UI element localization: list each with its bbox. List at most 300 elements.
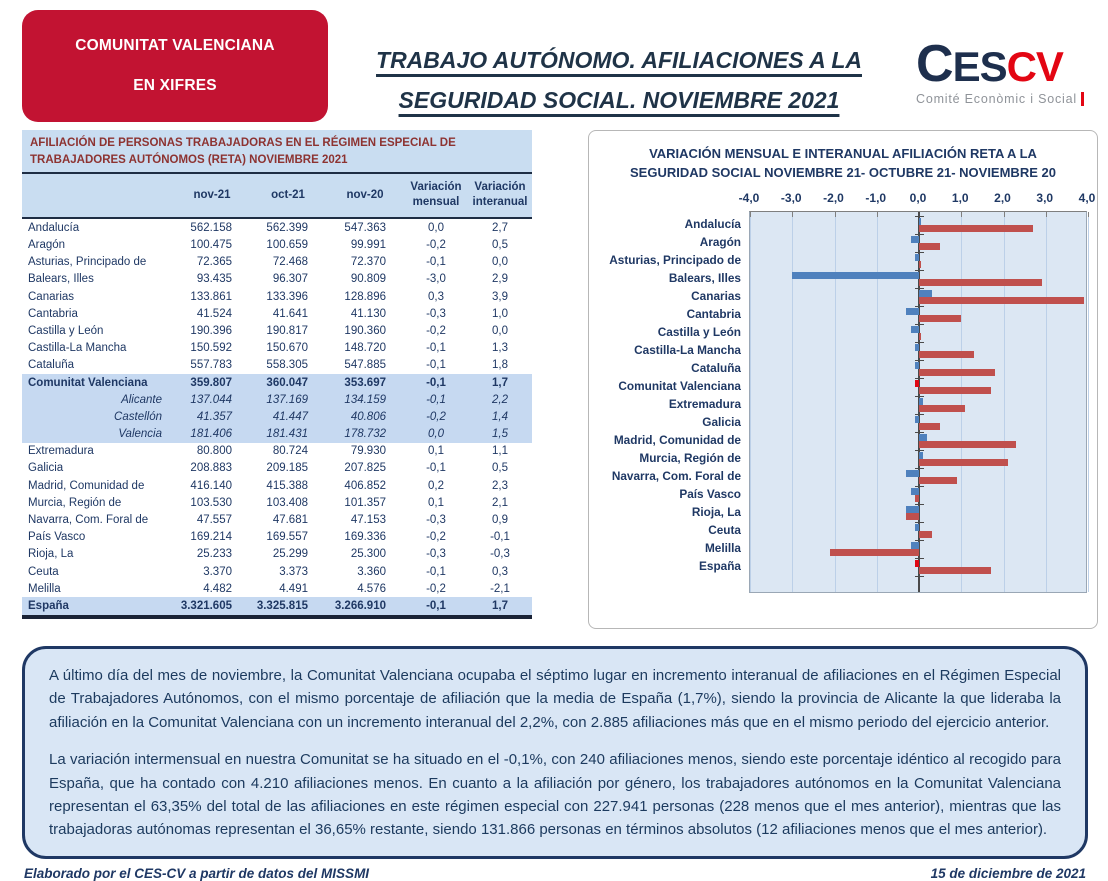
bar-variacion-interanual — [919, 351, 974, 358]
value-cell: 415.388 — [266, 479, 308, 492]
comunitat-valenciana-badge — [22, 10, 328, 122]
value-cell: 3.370 — [203, 565, 232, 578]
value-cell: -0,2 — [426, 582, 446, 595]
bar-variacion-mensual — [919, 434, 927, 441]
value-cell: 4.482 — [203, 582, 232, 595]
value-cell: 547.363 — [344, 221, 386, 234]
value-cell: -0,1 — [490, 531, 510, 544]
value-cell: 562.399 — [266, 221, 308, 234]
table-row — [22, 357, 532, 374]
value-cell: 133.861 — [190, 290, 232, 303]
page-title — [328, 40, 910, 121]
category-label: Murcia, Región de — [639, 450, 741, 465]
axis-tick-mark — [1004, 212, 1005, 217]
x-tick-label: 2,0 — [994, 190, 1011, 205]
value-cell: 41.447 — [250, 408, 326, 425]
category-tick-mark — [915, 558, 924, 559]
table-row — [22, 391, 532, 408]
value-cell: 360.047 — [250, 374, 326, 391]
category-label: Aragón — [699, 234, 741, 249]
table-row — [22, 494, 532, 511]
table-row — [22, 546, 532, 563]
page-header — [22, 10, 1088, 122]
cescv-logo-wordmark — [916, 35, 1088, 93]
category-tick-mark — [915, 522, 924, 523]
value-cell: 80.724 — [272, 445, 308, 458]
chart-category-labels — [599, 211, 749, 593]
value-cell: 190.817 — [266, 324, 308, 337]
region-name-cell: Cantabria — [28, 307, 78, 320]
value-cell: -0,3 — [426, 514, 446, 526]
value-cell: 1,7 — [468, 374, 532, 391]
region-name-cell: Aragón — [28, 239, 66, 251]
value-cell: 1,4 — [468, 408, 532, 425]
table-row — [22, 305, 532, 322]
page-title-line2: SEGURIDAD SOCIAL. NOVIEMBRE 2021 — [398, 87, 840, 114]
value-cell: 359.807 — [174, 374, 250, 391]
x-tick-label: 3,0 — [1036, 190, 1054, 205]
value-cell: 1,8 — [492, 359, 508, 372]
value-cell: -0,1 — [404, 374, 468, 391]
value-cell: 0,2 — [428, 479, 444, 492]
table-row — [22, 408, 532, 425]
value-cell: 3.321.605 — [174, 597, 250, 616]
value-cell: 72.468 — [272, 256, 308, 269]
category-label: Comunitat Valenciana — [618, 378, 741, 393]
table-row — [22, 580, 532, 597]
column-header-oct21: oct-21 — [250, 174, 326, 218]
value-cell: 133.396 — [266, 290, 308, 303]
category-label: España — [699, 558, 741, 573]
value-cell: 2,9 — [492, 273, 508, 286]
value-cell: -3,0 — [426, 273, 446, 286]
bar-variacion-interanual — [919, 441, 1016, 448]
bar-variacion-mensual — [792, 272, 919, 279]
category-label: Castilla-La Mancha — [634, 342, 741, 357]
category-tick-mark — [915, 486, 924, 487]
value-cell: 41.524 — [196, 307, 232, 320]
category-tick-mark — [915, 450, 924, 451]
value-cell: 128.896 — [344, 290, 386, 303]
bar-variacion-mensual — [915, 524, 919, 531]
page-title-line1: TRABAJO AUTÓNOMO. AFILIACIONES A LA — [376, 47, 862, 73]
column-header-var-mensual: Variación mensual — [404, 174, 468, 218]
badge-line2: EN XIFRES — [133, 77, 217, 94]
main-content — [22, 130, 1096, 629]
bar-variacion-interanual — [919, 405, 965, 412]
category-tick-mark — [915, 396, 924, 397]
bar-variacion-interanual — [919, 261, 921, 268]
value-cell: -0,3 — [426, 307, 446, 320]
category-tick-mark — [915, 576, 924, 577]
value-cell: 181.406 — [174, 425, 250, 442]
bar-variacion-mensual — [915, 560, 919, 567]
cescv-logo — [910, 35, 1088, 108]
region-name-cell: Extremadura — [28, 445, 94, 458]
region-name-cell: Canarias — [28, 290, 75, 303]
region-name-cell: España — [22, 597, 174, 616]
category-label: Extremadura — [668, 396, 741, 411]
category-tick-mark — [915, 252, 924, 253]
bar-variacion-interanual — [919, 531, 932, 538]
value-cell: 47.557 — [196, 514, 232, 526]
value-cell: 148.720 — [344, 342, 386, 355]
value-cell: 4.491 — [279, 582, 308, 595]
bar-variacion-interanual — [919, 297, 1084, 304]
x-tick-label: -3,0 — [780, 190, 802, 205]
region-name-cell: Cataluña — [28, 359, 75, 372]
value-cell: -0,1 — [426, 256, 446, 269]
category-tick-mark — [915, 414, 924, 415]
category-label: Melilla — [704, 540, 741, 555]
gridline — [961, 212, 962, 592]
category-tick-mark — [915, 432, 924, 433]
column-header-nov21: nov-21 — [174, 174, 250, 218]
bar-variacion-interanual — [919, 459, 1008, 466]
value-cell: -0,1 — [426, 359, 446, 372]
chart-body — [599, 211, 1087, 593]
bar-variacion-interanual — [919, 567, 991, 574]
table-row — [22, 511, 532, 528]
region-name-cell: Murcia, Región de — [28, 496, 122, 509]
category-tick-mark — [915, 288, 924, 289]
value-cell: 1,0 — [492, 307, 508, 320]
gridline — [792, 212, 793, 592]
value-cell: 169.557 — [266, 531, 308, 544]
gridline — [1088, 212, 1089, 592]
value-cell: 0,0 — [404, 425, 468, 442]
region-name-cell: Madrid, Comunidad de — [28, 479, 145, 492]
axis-tick-mark — [1088, 212, 1089, 217]
bar-variacion-mensual — [919, 218, 921, 225]
value-cell: 169.214 — [190, 531, 232, 544]
category-label: Cantabria — [686, 306, 741, 321]
table-row — [22, 597, 532, 616]
value-cell: 80.800 — [196, 445, 232, 458]
bar-variacion-mensual — [911, 326, 919, 333]
x-tick-label: -2,0 — [823, 190, 844, 205]
axis-tick-mark — [961, 212, 962, 217]
summary-paragraph-2: La variación intermensual en nuestra Comunitat se ha situado en el -0,1%, con 240 afiliaciones menos, siendo este porcentaje idéntico al recogido para España, que ha contado con 4.210 afiliaciones menos. En cuanto a la afiliación por género, los trabajadores autónomos en la Comunitat Valenciana representan el 63,35% del total de las afiliaciones en este régimen especial con 227.941 personas (228 menos que el mes anterior), mientras que las trabajadoras autónomas representan el 36,65% restante, siendo 131.866 personas en términos absolutos (12 afiliaciones menos que el mes anterior). — [49, 751, 1061, 839]
x-tick-label: 0,0 — [909, 190, 927, 205]
axis-tick-mark — [750, 212, 751, 217]
category-tick-mark — [915, 360, 924, 361]
table-row — [22, 563, 532, 580]
bar-variacion-mensual — [911, 542, 919, 549]
region-name-cell: País Vasco — [28, 531, 86, 544]
table-row — [22, 374, 532, 391]
region-name-cell: Navarra, Com. Foral de — [28, 514, 149, 526]
value-cell: 96.307 — [272, 273, 308, 286]
value-cell: 137.169 — [250, 391, 326, 408]
bar-variacion-mensual — [911, 488, 919, 495]
bar-variacion-mensual — [915, 344, 919, 351]
value-cell: -0,1 — [426, 565, 446, 578]
category-label: Cataluña — [691, 360, 741, 375]
badge-line1: COMUNITAT VALENCIANA — [75, 37, 275, 54]
value-cell: 0,0 — [492, 324, 508, 337]
value-cell: 99.991 — [350, 239, 386, 251]
gridline — [877, 212, 878, 592]
table-header-row — [22, 174, 532, 218]
gridline — [750, 212, 751, 592]
bar-variacion-mensual — [911, 236, 919, 243]
value-cell: -0,1 — [404, 597, 468, 616]
value-cell: 90.809 — [350, 273, 386, 286]
value-cell: 0,0 — [492, 256, 508, 269]
bar-variacion-interanual — [919, 333, 921, 340]
table-row — [22, 271, 532, 288]
gridline — [1004, 212, 1005, 592]
value-cell: 0,3 — [428, 290, 444, 303]
value-cell: 181.431 — [250, 425, 326, 442]
gridline — [835, 212, 836, 592]
bar-variacion-interanual — [915, 495, 919, 502]
value-cell: 3.360 — [357, 565, 386, 578]
value-cell: 3.266.910 — [326, 597, 404, 616]
value-cell: 1,1 — [492, 445, 508, 458]
value-cell: -0,3 — [490, 548, 510, 561]
value-cell: 103.530 — [190, 496, 232, 509]
category-label: Madrid, Comunidad de — [613, 432, 741, 447]
x-tick-label: 1,0 — [951, 190, 969, 205]
value-cell: 0,1 — [428, 445, 444, 458]
bar-variacion-interanual — [919, 225, 1033, 232]
category-label: Canarias — [691, 288, 741, 303]
value-cell: 2,3 — [492, 479, 508, 492]
logo-letters-es: ES — [952, 43, 1007, 90]
region-name-cell: Galicia — [28, 462, 64, 475]
value-cell: 100.475 — [190, 239, 232, 251]
category-tick-mark — [915, 234, 924, 235]
value-cell: 416.140 — [190, 479, 232, 492]
bar-variacion-interanual — [919, 477, 957, 484]
summary-box — [22, 646, 1088, 859]
value-cell: 406.852 — [344, 479, 386, 492]
value-cell: -0,2 — [404, 408, 468, 425]
value-cell: 0,3 — [492, 565, 508, 578]
chart-x-axis — [738, 190, 1096, 211]
x-tick-label: -4,0 — [738, 190, 760, 205]
bar-variacion-mensual — [915, 254, 919, 261]
axis-tick-mark — [835, 212, 836, 217]
region-name-cell: Rioja, La — [28, 548, 74, 561]
bar-variacion-interanual — [919, 279, 1042, 286]
value-cell: 3.325.815 — [250, 597, 326, 616]
value-cell: 169.336 — [344, 531, 386, 544]
value-cell: 41.641 — [272, 307, 308, 320]
value-cell: 4.576 — [357, 582, 386, 595]
bar-variacion-mensual — [906, 470, 919, 477]
value-cell: 558.305 — [266, 359, 308, 372]
value-cell: -2,1 — [490, 582, 510, 595]
category-tick-mark — [915, 342, 924, 343]
bar-variacion-interanual — [919, 369, 995, 376]
value-cell: 40.806 — [326, 408, 404, 425]
value-cell: 103.408 — [266, 496, 308, 509]
value-cell: 72.365 — [196, 256, 232, 269]
table-title-line1: AFILIACIÓN DE PERSONAS TRABAJADORAS EN EL RÉGIMEN ESPECIAL DE — [30, 137, 456, 149]
value-cell: 47.681 — [272, 514, 308, 526]
category-label: Andalucía — [684, 216, 741, 231]
value-cell: 1,3 — [492, 342, 508, 355]
category-tick-mark — [915, 216, 924, 217]
value-cell: 0,5 — [492, 239, 508, 251]
table-row — [22, 322, 532, 339]
logo-tagline: Comité Econòmic i Social — [916, 92, 1084, 106]
bar-variacion-interanual — [830, 549, 919, 556]
value-cell: 3.373 — [279, 565, 308, 578]
region-name-cell: Castellón — [22, 408, 174, 425]
value-cell: 72.370 — [350, 256, 386, 269]
axis-tick-mark — [877, 212, 878, 217]
table-row — [22, 254, 532, 271]
column-header-var-interanual: Variación interanual — [468, 174, 532, 218]
value-cell: 25.300 — [350, 548, 386, 561]
table-title-line2: TRABAJADORES AUTÓNOMOS (RETA) NOVIEMBRE 2021 — [30, 153, 348, 166]
axis-tick-mark — [1046, 212, 1047, 217]
value-cell: 2,2 — [468, 391, 532, 408]
category-tick-mark — [915, 504, 924, 505]
bar-variacion-interanual — [919, 423, 940, 430]
bar-variacion-mensual — [915, 380, 919, 387]
value-cell: -0,1 — [426, 462, 446, 475]
reta-table — [22, 130, 532, 629]
value-cell: 137.044 — [174, 391, 250, 408]
value-cell: 150.592 — [190, 342, 232, 355]
table-row — [22, 477, 532, 494]
table-row — [22, 460, 532, 477]
value-cell: 0,0 — [428, 221, 444, 234]
page-footer — [22, 866, 1088, 881]
gridline — [1046, 212, 1047, 592]
value-cell: 2,1 — [492, 496, 508, 509]
table-row — [22, 340, 532, 357]
value-cell: 3,9 — [492, 290, 508, 303]
value-cell: 562.158 — [190, 221, 232, 234]
logo-letters-cv: CV — [1006, 43, 1063, 90]
category-label: Balears, Illes — [668, 270, 741, 285]
bar-variacion-interanual — [906, 513, 919, 520]
category-tick-mark — [915, 468, 924, 469]
chart-title: VARIACIÓN MENSUAL E INTERANUAL AFILIACIÓN RETA A LA SEGURIDAD SOCIAL NOVIEMBRE 21- OCTUBRE 21- NOVIEMBRE 20 — [630, 146, 1056, 180]
value-cell: 190.360 — [344, 324, 386, 337]
category-tick-mark — [915, 270, 924, 271]
value-cell: 0,1 — [428, 496, 444, 509]
axis-tick-mark — [792, 212, 793, 217]
value-cell: 25.233 — [196, 548, 232, 561]
category-label: Galicia — [702, 414, 741, 429]
region-name-cell: Melilla — [28, 582, 61, 595]
x-tick-label: 4,0 — [1078, 190, 1096, 205]
category-label: Castilla y León — [657, 324, 741, 339]
bar-variacion-mensual — [906, 506, 919, 513]
table-row — [22, 218, 532, 236]
value-cell: 101.357 — [344, 496, 386, 509]
region-name-cell: Alicante — [22, 391, 174, 408]
value-cell: 547.885 — [344, 359, 386, 372]
value-cell: 178.732 — [326, 425, 404, 442]
x-tick-label: -1,0 — [865, 190, 887, 205]
bar-variacion-mensual — [919, 452, 923, 459]
value-cell: 150.670 — [266, 342, 308, 355]
value-cell: -0,2 — [426, 324, 446, 337]
table-row — [22, 236, 532, 253]
value-cell: 93.435 — [196, 273, 232, 286]
region-name-cell: Valencia — [22, 425, 174, 442]
table-row — [22, 288, 532, 305]
value-cell: 41.357 — [174, 408, 250, 425]
value-cell: 557.783 — [190, 359, 232, 372]
category-label: Rioja, La — [691, 504, 741, 519]
footer-source: Elaborado por el CES-CV a partir de datos del MISSMI — [24, 865, 370, 881]
summary-paragraph-1: A último día del mes de noviembre, la Comunitat Valenciana ocupaba el séptimo lugar en incremento interanual de afiliaciones en el Régimen Especial de Trabajadores Autónomos, con el mismo porcentaje de afiliación que la media de España (1,7%), siendo la provincia de Alicante la que lideraba la afiliación en la Comunitat Valenciana con un incremento interanual del 2,2%, con 2.885 afiliaciones más que en el mismo periodo del ejercicio anterior. — [49, 667, 1061, 731]
region-name-cell: Andalucía — [28, 221, 80, 234]
region-name-cell: Comunitat Valenciana — [22, 374, 174, 391]
value-cell: -0,3 — [426, 548, 446, 561]
region-name-cell: Castilla y León — [28, 324, 104, 337]
column-header-region — [22, 174, 174, 218]
category-tick-mark — [915, 540, 924, 541]
category-label: Navarra, Com. Foral de — [611, 468, 741, 483]
footer-date: 15 de diciembre de 2021 — [930, 865, 1086, 881]
bar-variacion-interanual — [919, 387, 991, 394]
value-cell: 47.153 — [350, 514, 386, 526]
value-cell: 100.659 — [266, 239, 308, 251]
table-row — [22, 425, 532, 442]
bar-variacion-interanual — [919, 315, 961, 322]
bar-variacion-mensual — [919, 398, 923, 405]
value-cell: 0,5 — [492, 462, 508, 475]
value-cell: 353.697 — [326, 374, 404, 391]
value-cell: 1,7 — [468, 597, 532, 616]
region-name-cell: Balears, Illes — [28, 273, 94, 286]
table-row — [22, 529, 532, 546]
value-cell: 134.159 — [326, 391, 404, 408]
value-cell: -0,1 — [404, 391, 468, 408]
logo-letter-c: C — [916, 35, 953, 93]
value-cell: 190.396 — [190, 324, 232, 337]
value-cell: -0,2 — [426, 239, 446, 251]
reta-data-table — [22, 174, 532, 618]
chart-plot-area — [749, 211, 1087, 593]
table-row — [22, 443, 532, 460]
bar-variacion-interanual — [919, 243, 940, 250]
category-tick-mark — [915, 324, 924, 325]
bar-variacion-mensual — [915, 416, 919, 423]
column-header-nov20: nov-20 — [326, 174, 404, 218]
bar-variacion-mensual — [919, 290, 932, 297]
value-cell: 79.930 — [350, 445, 386, 458]
category-label: País Vasco — [679, 486, 741, 501]
value-cell: 41.130 — [350, 307, 386, 320]
reta-table-body — [22, 218, 532, 616]
bar-variacion-mensual — [915, 362, 919, 369]
value-cell: -0,2 — [426, 531, 446, 544]
value-cell: 0,9 — [492, 514, 508, 526]
region-name-cell: Ceuta — [28, 565, 59, 578]
table-title — [22, 130, 532, 174]
value-cell: 208.883 — [190, 462, 232, 475]
variation-chart — [588, 130, 1098, 629]
region-name-cell: Asturias, Principado de — [28, 256, 147, 269]
category-tick-mark — [915, 378, 924, 379]
category-label: Ceuta — [708, 522, 741, 537]
value-cell: 25.299 — [272, 548, 308, 561]
value-cell: 2,7 — [492, 221, 508, 234]
bar-variacion-mensual — [906, 308, 919, 315]
category-label: Asturias, Principado de — [609, 252, 741, 267]
